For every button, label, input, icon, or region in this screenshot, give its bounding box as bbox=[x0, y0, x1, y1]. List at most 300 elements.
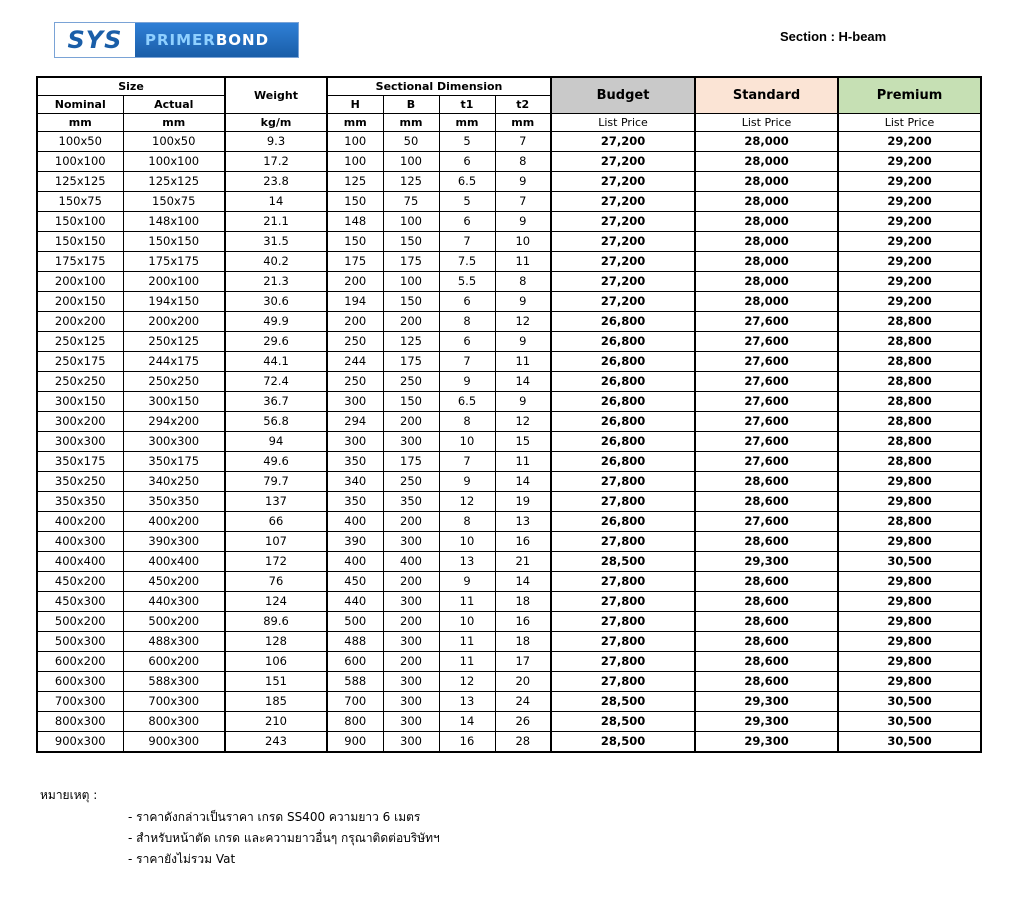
cell-h: 350 bbox=[327, 452, 383, 472]
unit-t1: mm bbox=[439, 114, 495, 132]
cell-t2: 14 bbox=[495, 472, 551, 492]
cell-b: 175 bbox=[383, 452, 439, 472]
cell-t2: 7 bbox=[495, 192, 551, 212]
header-weight: Weight bbox=[225, 77, 327, 114]
cell-h: 400 bbox=[327, 512, 383, 532]
unit-weight: kg/m bbox=[225, 114, 327, 132]
cell-b: 125 bbox=[383, 332, 439, 352]
cell-b: 200 bbox=[383, 512, 439, 532]
header-nominal: Nominal bbox=[37, 96, 123, 114]
cell-t1: 7 bbox=[439, 352, 495, 372]
section-title bbox=[780, 29, 886, 44]
cell-weight: 79.7 bbox=[225, 472, 327, 492]
cell-nominal: 900x300 bbox=[37, 732, 123, 753]
cell-actual: 175x175 bbox=[123, 252, 225, 272]
cell-standard: 28,000 bbox=[695, 252, 838, 272]
cell-premium: 29,200 bbox=[838, 272, 981, 292]
cell-actual: 294x200 bbox=[123, 412, 225, 432]
cell-actual: 194x150 bbox=[123, 292, 225, 312]
cell-actual: 350x350 bbox=[123, 492, 225, 512]
cell-b: 300 bbox=[383, 592, 439, 612]
cell-weight: 137 bbox=[225, 492, 327, 512]
header-t2: t2 bbox=[495, 96, 551, 114]
cell-t1: 9 bbox=[439, 472, 495, 492]
cell-premium: 29,200 bbox=[838, 252, 981, 272]
cell-standard: 27,600 bbox=[695, 512, 838, 532]
logo-word-bond: BOND bbox=[215, 31, 270, 49]
cell-t2: 8 bbox=[495, 272, 551, 292]
cell-actual: 200x200 bbox=[123, 312, 225, 332]
cell-standard: 28,000 bbox=[695, 292, 838, 312]
cell-nominal: 200x100 bbox=[37, 272, 123, 292]
cell-h: 250 bbox=[327, 372, 383, 392]
cell-weight: 44.1 bbox=[225, 352, 327, 372]
cell-nominal: 100x50 bbox=[37, 132, 123, 152]
cell-premium: 28,800 bbox=[838, 372, 981, 392]
cell-premium: 29,200 bbox=[838, 212, 981, 232]
cell-t1: 6 bbox=[439, 292, 495, 312]
cell-h: 700 bbox=[327, 692, 383, 712]
table-row bbox=[37, 152, 981, 172]
cell-weight: 151 bbox=[225, 672, 327, 692]
cell-b: 300 bbox=[383, 672, 439, 692]
cell-standard: 28,000 bbox=[695, 212, 838, 232]
cell-h: 294 bbox=[327, 412, 383, 432]
cell-b: 250 bbox=[383, 472, 439, 492]
cell-premium: 28,800 bbox=[838, 332, 981, 352]
cell-budget: 27,800 bbox=[551, 572, 695, 592]
cell-standard: 28,600 bbox=[695, 592, 838, 612]
cell-nominal: 150x150 bbox=[37, 232, 123, 252]
cell-actual: 100x100 bbox=[123, 152, 225, 172]
cell-budget: 27,200 bbox=[551, 132, 695, 152]
table-row bbox=[37, 332, 981, 352]
cell-weight: 29.6 bbox=[225, 332, 327, 352]
cell-t2: 19 bbox=[495, 492, 551, 512]
cell-budget: 27,800 bbox=[551, 532, 695, 552]
cell-actual: 390x300 bbox=[123, 532, 225, 552]
cell-weight: 23.8 bbox=[225, 172, 327, 192]
cell-h: 350 bbox=[327, 492, 383, 512]
cell-standard: 28,600 bbox=[695, 472, 838, 492]
cell-weight: 106 bbox=[225, 652, 327, 672]
cell-b: 175 bbox=[383, 352, 439, 372]
cell-b: 75 bbox=[383, 192, 439, 212]
cell-weight: 21.1 bbox=[225, 212, 327, 232]
cell-h: 244 bbox=[327, 352, 383, 372]
unit-actual: mm bbox=[123, 114, 225, 132]
cell-t2: 9 bbox=[495, 292, 551, 312]
cell-t2: 9 bbox=[495, 212, 551, 232]
cell-standard: 27,600 bbox=[695, 392, 838, 412]
cell-h: 148 bbox=[327, 212, 383, 232]
cell-nominal: 250x125 bbox=[37, 332, 123, 352]
cell-nominal: 400x200 bbox=[37, 512, 123, 532]
cell-t2: 9 bbox=[495, 392, 551, 412]
cell-budget: 26,800 bbox=[551, 372, 695, 392]
cell-budget: 26,800 bbox=[551, 512, 695, 532]
cell-t1: 12 bbox=[439, 492, 495, 512]
cell-t2: 26 bbox=[495, 712, 551, 732]
cell-t1: 7 bbox=[439, 452, 495, 472]
cell-standard: 28,000 bbox=[695, 272, 838, 292]
cell-t1: 7.5 bbox=[439, 252, 495, 272]
cell-budget: 27,800 bbox=[551, 672, 695, 692]
cell-t2: 13 bbox=[495, 512, 551, 532]
cell-nominal: 500x200 bbox=[37, 612, 123, 632]
cell-weight: 31.5 bbox=[225, 232, 327, 252]
cell-t1: 6 bbox=[439, 212, 495, 232]
cell-standard: 27,600 bbox=[695, 372, 838, 392]
table-row bbox=[37, 732, 981, 753]
unit-premium: List Price bbox=[838, 114, 981, 132]
table-row bbox=[37, 672, 981, 692]
cell-nominal: 350x250 bbox=[37, 472, 123, 492]
price-table-body bbox=[37, 132, 981, 753]
table-row bbox=[37, 632, 981, 652]
cell-actual: 350x175 bbox=[123, 452, 225, 472]
header-budget: Budget bbox=[551, 77, 695, 114]
price-table bbox=[36, 76, 982, 753]
cell-premium: 30,500 bbox=[838, 552, 981, 572]
cell-h: 588 bbox=[327, 672, 383, 692]
cell-budget: 27,200 bbox=[551, 252, 695, 272]
cell-premium: 28,800 bbox=[838, 512, 981, 532]
cell-t2: 16 bbox=[495, 532, 551, 552]
cell-premium: 28,800 bbox=[838, 312, 981, 332]
cell-nominal: 300x150 bbox=[37, 392, 123, 412]
cell-budget: 26,800 bbox=[551, 392, 695, 412]
cell-budget: 27,200 bbox=[551, 232, 695, 252]
cell-t1: 10 bbox=[439, 532, 495, 552]
cell-nominal: 600x200 bbox=[37, 652, 123, 672]
table-row bbox=[37, 472, 981, 492]
cell-t1: 6 bbox=[439, 152, 495, 172]
cell-b: 300 bbox=[383, 692, 439, 712]
cell-t1: 6 bbox=[439, 332, 495, 352]
cell-premium: 29,800 bbox=[838, 632, 981, 652]
note-item: - ราคาดังกล่าวเป็นราคา เกรด SS400 ความยาว 6 เมตร bbox=[128, 810, 421, 824]
cell-weight: 172 bbox=[225, 552, 327, 572]
cell-actual: 148x100 bbox=[123, 212, 225, 232]
cell-weight: 17.2 bbox=[225, 152, 327, 172]
cell-t1: 9 bbox=[439, 572, 495, 592]
table-row bbox=[37, 292, 981, 312]
cell-standard: 28,000 bbox=[695, 132, 838, 152]
cell-actual: 488x300 bbox=[123, 632, 225, 652]
cell-premium: 30,500 bbox=[838, 712, 981, 732]
cell-t1: 12 bbox=[439, 672, 495, 692]
cell-h: 900 bbox=[327, 732, 383, 753]
cell-b: 300 bbox=[383, 712, 439, 732]
cell-premium: 29,800 bbox=[838, 472, 981, 492]
table-row bbox=[37, 552, 981, 572]
cell-premium: 28,800 bbox=[838, 352, 981, 372]
logo-wordmark bbox=[135, 23, 298, 57]
cell-b: 50 bbox=[383, 132, 439, 152]
cell-nominal: 450x200 bbox=[37, 572, 123, 592]
cell-standard: 28,000 bbox=[695, 232, 838, 252]
cell-weight: 21.3 bbox=[225, 272, 327, 292]
cell-nominal: 175x175 bbox=[37, 252, 123, 272]
cell-weight: 185 bbox=[225, 692, 327, 712]
cell-b: 100 bbox=[383, 212, 439, 232]
cell-t2: 15 bbox=[495, 432, 551, 452]
header-standard: Standard bbox=[695, 77, 838, 114]
table-row bbox=[37, 392, 981, 412]
cell-actual: 450x200 bbox=[123, 572, 225, 592]
cell-actual: 800x300 bbox=[123, 712, 225, 732]
cell-weight: 49.9 bbox=[225, 312, 327, 332]
cell-t2: 9 bbox=[495, 172, 551, 192]
cell-premium: 29,200 bbox=[838, 232, 981, 252]
table-row bbox=[37, 372, 981, 392]
cell-t1: 5 bbox=[439, 132, 495, 152]
cell-premium: 28,800 bbox=[838, 392, 981, 412]
cell-budget: 27,800 bbox=[551, 652, 695, 672]
cell-t2: 21 bbox=[495, 552, 551, 572]
note-item: - สำหรับหน้าตัด เกรด และความยาวอื่นๆ กรุณาติดต่อบริษัทฯ bbox=[128, 831, 440, 845]
cell-t1: 11 bbox=[439, 592, 495, 612]
cell-actual: 400x200 bbox=[123, 512, 225, 532]
cell-budget: 28,500 bbox=[551, 732, 695, 753]
cell-nominal: 200x200 bbox=[37, 312, 123, 332]
cell-t1: 6.5 bbox=[439, 392, 495, 412]
cell-weight: 40.2 bbox=[225, 252, 327, 272]
cell-premium: 29,800 bbox=[838, 652, 981, 672]
cell-weight: 72.4 bbox=[225, 372, 327, 392]
company-logo bbox=[54, 22, 299, 58]
cell-actual: 150x150 bbox=[123, 232, 225, 252]
cell-weight: 89.6 bbox=[225, 612, 327, 632]
cell-weight: 49.6 bbox=[225, 452, 327, 472]
cell-h: 340 bbox=[327, 472, 383, 492]
section-value: H-beam bbox=[838, 29, 887, 44]
cell-t2: 9 bbox=[495, 332, 551, 352]
cell-h: 500 bbox=[327, 612, 383, 632]
cell-h: 150 bbox=[327, 232, 383, 252]
cell-b: 150 bbox=[383, 392, 439, 412]
cell-b: 200 bbox=[383, 572, 439, 592]
cell-t2: 8 bbox=[495, 152, 551, 172]
cell-actual: 500x200 bbox=[123, 612, 225, 632]
cell-standard: 27,600 bbox=[695, 452, 838, 472]
cell-budget: 27,800 bbox=[551, 612, 695, 632]
table-row bbox=[37, 432, 981, 452]
cell-actual: 700x300 bbox=[123, 692, 225, 712]
table-row bbox=[37, 492, 981, 512]
cell-budget: 26,800 bbox=[551, 432, 695, 452]
cell-b: 150 bbox=[383, 232, 439, 252]
cell-weight: 128 bbox=[225, 632, 327, 652]
cell-nominal: 100x100 bbox=[37, 152, 123, 172]
cell-standard: 28,600 bbox=[695, 532, 838, 552]
cell-b: 200 bbox=[383, 652, 439, 672]
cell-t1: 11 bbox=[439, 652, 495, 672]
table-row bbox=[37, 172, 981, 192]
cell-nominal: 800x300 bbox=[37, 712, 123, 732]
cell-actual: 200x100 bbox=[123, 272, 225, 292]
cell-h: 390 bbox=[327, 532, 383, 552]
table-row bbox=[37, 252, 981, 272]
cell-t1: 14 bbox=[439, 712, 495, 732]
cell-weight: 210 bbox=[225, 712, 327, 732]
table-row bbox=[37, 352, 981, 372]
cell-h: 300 bbox=[327, 432, 383, 452]
cell-premium: 30,500 bbox=[838, 692, 981, 712]
cell-t2: 24 bbox=[495, 692, 551, 712]
cell-b: 200 bbox=[383, 612, 439, 632]
cell-t1: 10 bbox=[439, 432, 495, 452]
cell-t1: 8 bbox=[439, 312, 495, 332]
table-row bbox=[37, 452, 981, 472]
notes-list bbox=[40, 807, 440, 870]
cell-t2: 14 bbox=[495, 372, 551, 392]
table-row bbox=[37, 132, 981, 152]
cell-t2: 7 bbox=[495, 132, 551, 152]
cell-nominal: 200x150 bbox=[37, 292, 123, 312]
cell-actual: 600x200 bbox=[123, 652, 225, 672]
cell-premium: 29,200 bbox=[838, 172, 981, 192]
cell-budget: 27,200 bbox=[551, 172, 695, 192]
cell-standard: 29,300 bbox=[695, 732, 838, 753]
cell-t2: 17 bbox=[495, 652, 551, 672]
cell-premium: 29,800 bbox=[838, 672, 981, 692]
logo-word-primer: PRIMER bbox=[145, 31, 216, 49]
cell-t1: 5 bbox=[439, 192, 495, 212]
cell-nominal: 400x400 bbox=[37, 552, 123, 572]
cell-premium: 29,800 bbox=[838, 492, 981, 512]
cell-b: 350 bbox=[383, 492, 439, 512]
cell-actual: 588x300 bbox=[123, 672, 225, 692]
cell-b: 300 bbox=[383, 532, 439, 552]
cell-h: 800 bbox=[327, 712, 383, 732]
cell-h: 100 bbox=[327, 132, 383, 152]
unit-budget: List Price bbox=[551, 114, 695, 132]
cell-t1: 13 bbox=[439, 552, 495, 572]
cell-b: 150 bbox=[383, 292, 439, 312]
cell-actual: 150x75 bbox=[123, 192, 225, 212]
cell-t1: 11 bbox=[439, 632, 495, 652]
cell-premium: 29,800 bbox=[838, 612, 981, 632]
header-b: B bbox=[383, 96, 439, 114]
cell-premium: 29,800 bbox=[838, 572, 981, 592]
cell-h: 200 bbox=[327, 312, 383, 332]
cell-premium: 29,200 bbox=[838, 152, 981, 172]
table-row bbox=[37, 712, 981, 732]
cell-t2: 12 bbox=[495, 312, 551, 332]
cell-h: 200 bbox=[327, 272, 383, 292]
cell-nominal: 700x300 bbox=[37, 692, 123, 712]
cell-h: 450 bbox=[327, 572, 383, 592]
cell-budget: 27,200 bbox=[551, 212, 695, 232]
cell-premium: 29,200 bbox=[838, 192, 981, 212]
note-item: - ราคายังไม่รวม Vat bbox=[128, 852, 236, 866]
cell-premium: 28,800 bbox=[838, 432, 981, 452]
cell-h: 250 bbox=[327, 332, 383, 352]
table-row bbox=[37, 212, 981, 232]
cell-premium: 29,200 bbox=[838, 292, 981, 312]
cell-standard: 29,300 bbox=[695, 712, 838, 732]
cell-t2: 20 bbox=[495, 672, 551, 692]
cell-actual: 900x300 bbox=[123, 732, 225, 753]
table-row bbox=[37, 652, 981, 672]
unit-t2: mm bbox=[495, 114, 551, 132]
cell-t2: 28 bbox=[495, 732, 551, 753]
cell-nominal: 350x350 bbox=[37, 492, 123, 512]
cell-b: 400 bbox=[383, 552, 439, 572]
cell-actual: 300x300 bbox=[123, 432, 225, 452]
cell-t1: 10 bbox=[439, 612, 495, 632]
cell-actual: 100x50 bbox=[123, 132, 225, 152]
cell-budget: 28,500 bbox=[551, 692, 695, 712]
cell-b: 250 bbox=[383, 372, 439, 392]
cell-nominal: 150x100 bbox=[37, 212, 123, 232]
cell-standard: 28,000 bbox=[695, 152, 838, 172]
table-row bbox=[37, 692, 981, 712]
unit-b: mm bbox=[383, 114, 439, 132]
cell-h: 300 bbox=[327, 392, 383, 412]
cell-actual: 244x175 bbox=[123, 352, 225, 372]
cell-b: 125 bbox=[383, 172, 439, 192]
cell-nominal: 350x175 bbox=[37, 452, 123, 472]
cell-h: 600 bbox=[327, 652, 383, 672]
cell-budget: 27,200 bbox=[551, 152, 695, 172]
cell-h: 125 bbox=[327, 172, 383, 192]
cell-standard: 29,300 bbox=[695, 552, 838, 572]
cell-standard: 28,000 bbox=[695, 172, 838, 192]
cell-t1: 6.5 bbox=[439, 172, 495, 192]
cell-premium: 28,800 bbox=[838, 412, 981, 432]
header-size: Size bbox=[37, 77, 225, 96]
header-premium: Premium bbox=[838, 77, 981, 114]
cell-h: 400 bbox=[327, 552, 383, 572]
cell-nominal: 500x300 bbox=[37, 632, 123, 652]
cell-premium: 29,200 bbox=[838, 132, 981, 152]
cell-b: 100 bbox=[383, 272, 439, 292]
cell-standard: 27,600 bbox=[695, 432, 838, 452]
cell-premium: 30,500 bbox=[838, 732, 981, 753]
cell-weight: 243 bbox=[225, 732, 327, 753]
unit-nominal: mm bbox=[37, 114, 123, 132]
table-row bbox=[37, 312, 981, 332]
cell-t2: 11 bbox=[495, 452, 551, 472]
cell-t2: 12 bbox=[495, 412, 551, 432]
cell-h: 150 bbox=[327, 192, 383, 212]
table-row bbox=[37, 612, 981, 632]
unit-h: mm bbox=[327, 114, 383, 132]
cell-b: 300 bbox=[383, 732, 439, 753]
cell-standard: 29,300 bbox=[695, 692, 838, 712]
cell-standard: 27,600 bbox=[695, 412, 838, 432]
cell-budget: 27,200 bbox=[551, 272, 695, 292]
cell-t2: 16 bbox=[495, 612, 551, 632]
cell-nominal: 125x125 bbox=[37, 172, 123, 192]
cell-standard: 28,600 bbox=[695, 652, 838, 672]
cell-actual: 300x150 bbox=[123, 392, 225, 412]
cell-budget: 27,200 bbox=[551, 192, 695, 212]
cell-weight: 124 bbox=[225, 592, 327, 612]
notes bbox=[40, 786, 440, 870]
cell-actual: 400x400 bbox=[123, 552, 225, 572]
cell-standard: 28,000 bbox=[695, 192, 838, 212]
cell-actual: 440x300 bbox=[123, 592, 225, 612]
cell-h: 100 bbox=[327, 152, 383, 172]
cell-budget: 26,800 bbox=[551, 312, 695, 332]
cell-nominal: 400x300 bbox=[37, 532, 123, 552]
cell-t1: 16 bbox=[439, 732, 495, 753]
cell-weight: 9.3 bbox=[225, 132, 327, 152]
